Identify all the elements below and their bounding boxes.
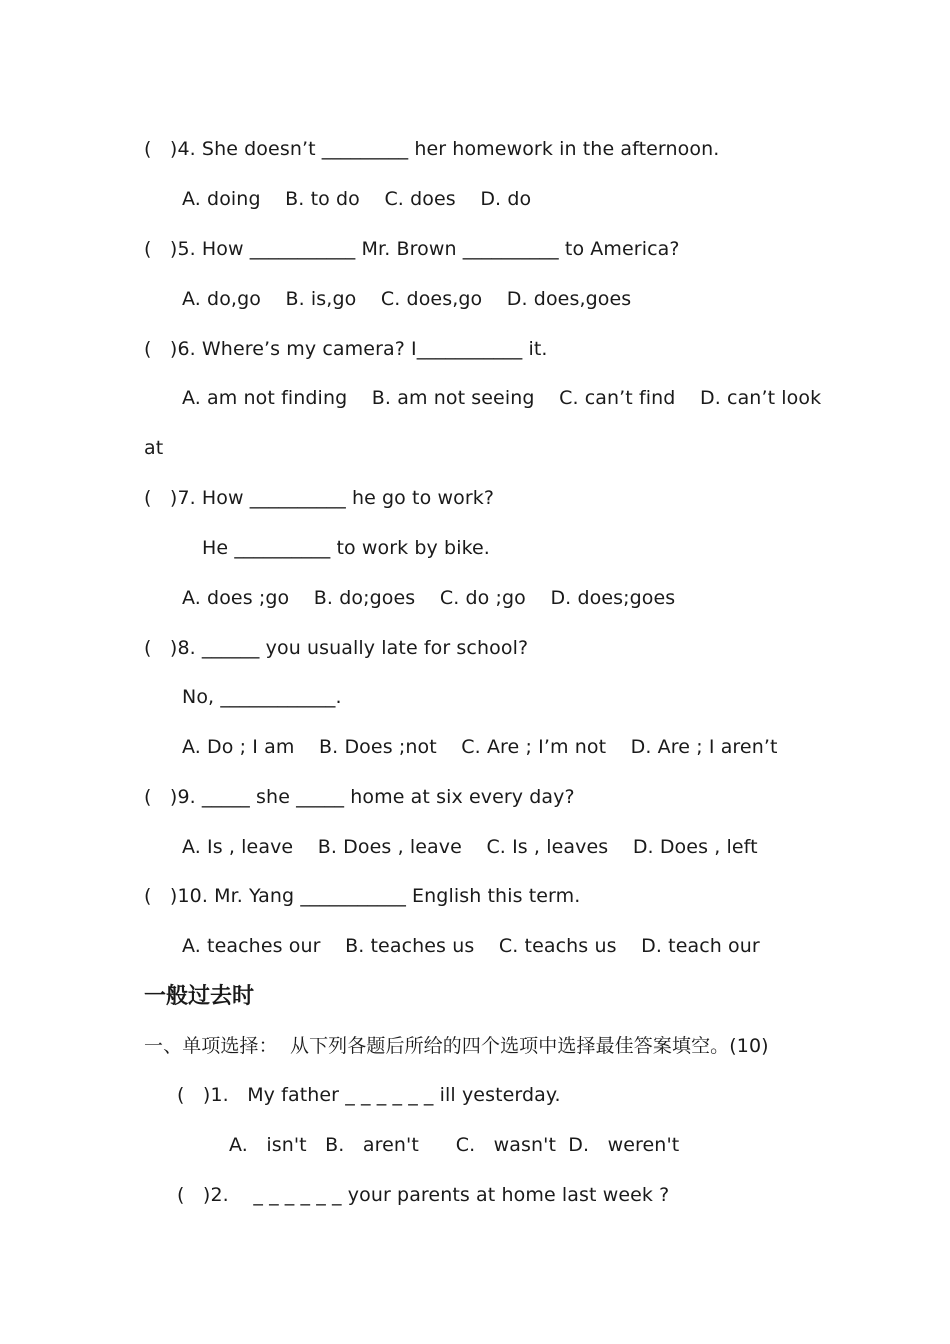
question-4: ( )4. She doesn’t _________ her homework in the afternoon. bbox=[144, 138, 720, 160]
question-10-options: A. teaches our B. teaches us C. teachs us D. teach our bbox=[182, 935, 760, 957]
question-9: ( )9. _____ she _____ home at six every day? bbox=[144, 786, 575, 808]
question-5-options: A. do,go B. is,go C. does,go D. does,goes bbox=[182, 288, 632, 310]
question-6-options-wrap: at bbox=[144, 437, 164, 459]
question-8-answer-line: No, ____________. bbox=[182, 686, 342, 708]
question-6: ( )6. Where’s my camera? I___________ it. bbox=[144, 338, 548, 360]
question-7-answer-line: He __________ to work by bike. bbox=[202, 537, 490, 559]
section-instruction: 一、单项选择： 从下列各题后所给的四个选项中选择最佳答案填空。(10) bbox=[144, 1035, 769, 1057]
question-7-options: A. does ;go B. do;goes C. do ;go D. does;goes bbox=[182, 587, 676, 609]
past-question-1-options: A. isn't B. aren't C. wasn't D. weren't bbox=[229, 1134, 680, 1156]
section-heading: 一般过去时 bbox=[144, 984, 255, 1009]
question-10: ( )10. Mr. Yang ___________ English this term. bbox=[144, 885, 581, 907]
question-6-options: A. am not finding B. am not seeing C. can’t find D. can’t look bbox=[182, 387, 822, 409]
past-question-1: ( )1. My father _ _ _ _ _ _ ill yesterday. bbox=[177, 1084, 561, 1106]
question-8-options: A. Do ; I am B. Does ;not C. Are ; I’m not D. Are ; I aren’t bbox=[182, 736, 778, 758]
question-4-options: A. doing B. to do C. does D. do bbox=[182, 188, 532, 210]
question-9-options: A. Is , leave B. Does , leave C. Is , leaves D. Does , left bbox=[182, 836, 758, 858]
past-question-2: ( )2. _ _ _ _ _ _ your parents at home last week ? bbox=[177, 1184, 670, 1206]
question-7: ( )7. How __________ he go to work? bbox=[144, 487, 495, 509]
question-8: ( )8. ______ you usually late for school? bbox=[144, 637, 529, 659]
question-5: ( )5. How ___________ Mr. Brown __________ to America? bbox=[144, 238, 680, 260]
